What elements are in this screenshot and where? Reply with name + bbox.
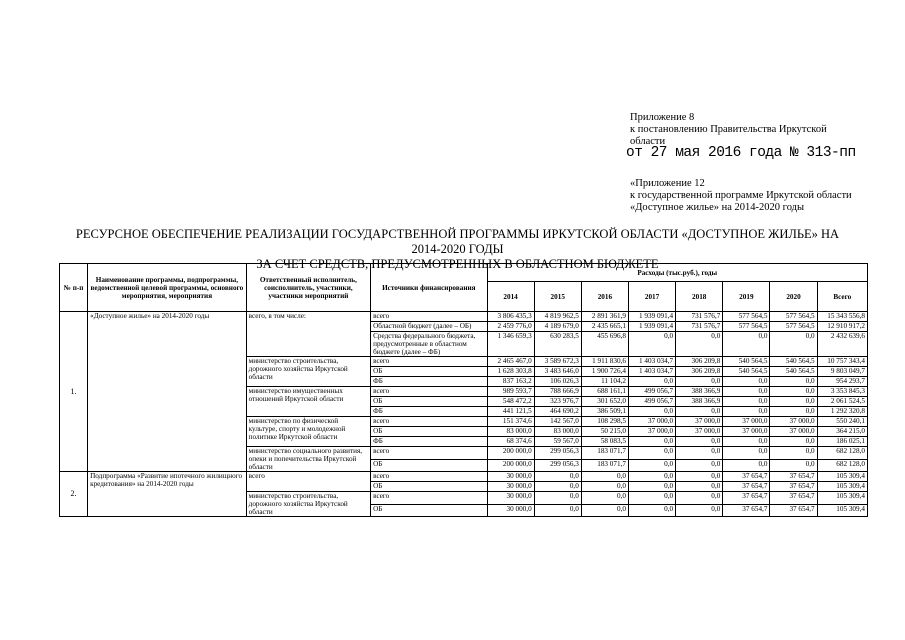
funding-source: ФБ	[371, 437, 487, 447]
expense-value: 0,0	[723, 332, 770, 357]
expense-value: 3 589 672,3	[534, 357, 581, 367]
expense-value: 0,0	[628, 504, 675, 517]
responsible-executor: министерство строительства, дорожного хозяйства Иркутской области	[246, 357, 370, 387]
expense-value: 464 690,2	[534, 407, 581, 417]
expense-value: 0,0	[581, 504, 628, 517]
expense-value: 1 346 659,3	[487, 332, 534, 357]
header-source: Источники финансирования	[371, 264, 487, 312]
expense-value: 30 000,0	[487, 504, 534, 517]
header-year: 2019	[723, 282, 770, 312]
expense-value: 11 104,2	[581, 377, 628, 387]
table-row	[60, 472, 868, 482]
expense-value: 0,0	[628, 407, 675, 417]
header-expenses: Расходы (тыс.руб.), годы	[487, 264, 868, 282]
expense-value: 837 163,2	[487, 377, 534, 387]
expense-value: 37 000,0	[770, 417, 817, 427]
expense-value: 4 819 962,5	[534, 312, 581, 322]
expense-value: 441 121,5	[487, 407, 534, 417]
header-year: 2014	[487, 282, 534, 312]
expense-value: 731 576,7	[676, 322, 723, 332]
expense-value: 37 000,0	[770, 427, 817, 437]
expense-value: 0,0	[770, 332, 817, 357]
expense-value: 0,0	[628, 377, 675, 387]
expense-value: 0,0	[770, 377, 817, 387]
expense-value: 1 911 830,6	[581, 357, 628, 367]
expense-value: 0,0	[534, 492, 581, 505]
expense-value: 1 292 320,8	[817, 407, 867, 417]
expense-value: 0,0	[676, 377, 723, 387]
expense-value: 0,0	[581, 482, 628, 492]
expense-value: 0,0	[628, 482, 675, 492]
header-num: № п-п	[60, 264, 88, 312]
expense-value: 1 939 091,4	[628, 312, 675, 322]
expense-value: 3 806 435,3	[487, 312, 534, 322]
expense-value: 37 000,0	[723, 417, 770, 427]
appendix-12-line1: «Приложение 12	[630, 178, 705, 189]
expense-value: 50 215,0	[581, 427, 628, 437]
funding-source: ОБ	[371, 427, 487, 437]
expense-value: 105 309,4	[817, 492, 867, 505]
responsible-executor: министерство по физической культуре, спорту и молодежной политике Иркутской области	[246, 417, 370, 447]
funding-source: всего	[371, 472, 487, 482]
expense-value: 0,0	[676, 459, 723, 472]
expense-value: 105 309,4	[817, 472, 867, 482]
header-total: Всего	[817, 282, 867, 312]
expense-value: 0,0	[581, 472, 628, 482]
expense-value: 37 000,0	[676, 427, 723, 437]
expense-value: 1 403 034,7	[628, 367, 675, 377]
expense-value: 30 000,0	[487, 492, 534, 505]
expense-value: 151 374,6	[487, 417, 534, 427]
expense-value: 83 000,0	[534, 427, 581, 437]
expense-value: 9 803 049,7	[817, 367, 867, 377]
funding-source: ФБ	[371, 377, 487, 387]
expense-value: 183 071,7	[581, 447, 628, 460]
expense-value: 306 209,8	[676, 357, 723, 367]
responsible-executor: всего	[246, 472, 370, 492]
funding-source: всего	[371, 357, 487, 367]
expense-value: 37 654,7	[723, 482, 770, 492]
appendix-12-line3: «Доступное жилье» на 2014-2020 годы	[630, 202, 805, 213]
expense-value: 0,0	[676, 447, 723, 460]
expense-value: 0,0	[770, 407, 817, 417]
expense-value: 0,0	[676, 332, 723, 357]
expense-value: 37 654,7	[770, 472, 817, 482]
funding-source: всего	[371, 492, 487, 505]
expense-value: 105 309,4	[817, 504, 867, 517]
funding-source: всего	[371, 312, 487, 322]
expense-value: 0,0	[628, 459, 675, 472]
expense-value: 200 000,0	[487, 459, 534, 472]
appendix-8-block	[630, 112, 827, 148]
expense-value: 0,0	[723, 437, 770, 447]
funding-source: Областной бюджет (далее – ОБ)	[371, 322, 487, 332]
expense-value: 105 309,4	[817, 482, 867, 492]
expense-value: 0,0	[770, 447, 817, 460]
resource-table	[59, 263, 868, 517]
expense-value: 455 696,8	[581, 332, 628, 357]
header-year: 2017	[628, 282, 675, 312]
expense-value: 37 654,7	[770, 504, 817, 517]
expense-value: 1 403 034,7	[628, 357, 675, 367]
responsible-executor: министерство социального развития, опеки и попечительства Иркутской области	[246, 447, 370, 472]
expense-value: 0,0	[676, 482, 723, 492]
expense-value: 1 628 303,8	[487, 367, 534, 377]
expense-value: 0,0	[770, 397, 817, 407]
expense-value: 37 654,7	[723, 504, 770, 517]
title-line2: ЗА СЧЕТ СРЕДСТВ, ПРЕДУСМОТРЕННЫХ В ОБЛАСТНОМ БЮДЖЕТЕ	[256, 257, 659, 271]
program-name: «Доступное жилье» на 2014-2020 годы	[88, 312, 247, 472]
expense-value: 37 654,7	[770, 492, 817, 505]
expense-value: 1 900 726,4	[581, 367, 628, 377]
expense-value: 0,0	[676, 472, 723, 482]
funding-source: всего	[371, 387, 487, 397]
expense-value: 183 071,7	[581, 459, 628, 472]
expense-value: 0,0	[676, 407, 723, 417]
expense-value: 1 939 091,4	[628, 322, 675, 332]
expense-value: 0,0	[723, 407, 770, 417]
expense-value: 68 374,6	[487, 437, 534, 447]
expense-value: 499 056,7	[628, 387, 675, 397]
expense-value: 30 000,0	[487, 472, 534, 482]
funding-source: всего	[371, 417, 487, 427]
expense-value: 37 000,0	[676, 417, 723, 427]
expense-value: 59 567,0	[534, 437, 581, 447]
expense-value: 731 576,7	[676, 312, 723, 322]
expense-value: 989 593,7	[487, 387, 534, 397]
expense-value: 2 435 665,1	[581, 322, 628, 332]
expense-value: 788 666,9	[534, 387, 581, 397]
expense-value: 0,0	[676, 437, 723, 447]
expense-value: 200 000,0	[487, 447, 534, 460]
expense-value: 323 976,7	[534, 397, 581, 407]
expense-value: 2 891 361,9	[581, 312, 628, 322]
expense-value: 0,0	[723, 377, 770, 387]
expense-value: 954 293,7	[817, 377, 867, 387]
expense-value: 106 026,3	[534, 377, 581, 387]
funding-source: ФБ	[371, 407, 487, 417]
funding-source: ОБ	[371, 367, 487, 377]
expense-value: 540 564,5	[770, 367, 817, 377]
expense-value: 0,0	[534, 504, 581, 517]
expense-value: 0,0	[628, 437, 675, 447]
expense-value: 682 128,0	[817, 459, 867, 472]
expense-value: 37 000,0	[628, 427, 675, 437]
expense-value: 0,0	[534, 482, 581, 492]
expense-value: 299 056,3	[534, 459, 581, 472]
header-year: 2016	[581, 282, 628, 312]
expense-value: 0,0	[770, 459, 817, 472]
expense-value: 12 910 917,2	[817, 322, 867, 332]
funding-source: Средства федерального бюджета, предусмотренные в областном бюджете (далее – ФБ)	[371, 332, 487, 357]
expense-value: 577 564,5	[770, 312, 817, 322]
program-name: Подпрограмма «Развитие ипотечного жилищного кредитования» на 2014-2020 годы	[88, 472, 247, 517]
expense-value: 0,0	[723, 447, 770, 460]
expense-value: 540 564,5	[723, 367, 770, 377]
expense-value: 0,0	[628, 492, 675, 505]
funding-source: ОБ	[371, 504, 487, 517]
expense-value: 0,0	[723, 387, 770, 397]
header-name: Наименование программы, подпрограммы, ведомственной целевой программы, основного мероприятия, мероприятия	[88, 264, 247, 312]
expense-value: 0,0	[770, 437, 817, 447]
expense-value: 37 000,0	[628, 417, 675, 427]
responsible-executor: всего, в том числе:	[246, 312, 370, 357]
expense-value: 15 343 556,8	[817, 312, 867, 322]
expense-value: 577 564,5	[770, 322, 817, 332]
expense-value: 0,0	[628, 447, 675, 460]
expense-value: 688 161,1	[581, 387, 628, 397]
expense-value: 388 366,9	[676, 397, 723, 407]
expense-value: 0,0	[534, 472, 581, 482]
expense-value: 540 564,5	[723, 357, 770, 367]
appendix-8-line1: Приложение 8	[630, 112, 695, 123]
expense-value: 386 509,1	[581, 407, 628, 417]
row-number: 1.	[60, 312, 88, 472]
title-line1: РЕСУРСНОЕ ОБЕСПЕЧЕНИЕ РЕАЛИЗАЦИИ ГОСУДАРСТВЕННОЙ ПРОГРАММЫ ИРКУТСКОЙ ОБЛАСТИ «ДОСТУПНОЕ ЖИЛЬЕ» НА 2014-2020 ГОДЫ	[75, 227, 840, 256]
expense-value: 4 189 679,0	[534, 322, 581, 332]
appendix-12-block	[630, 178, 852, 214]
appendix-8-line3: области	[630, 136, 666, 147]
expense-value: 142 567,0	[534, 417, 581, 427]
expense-value: 0,0	[676, 492, 723, 505]
appendix-8-line2: к постановлению Правительства Иркутской	[630, 124, 827, 135]
expense-value: 630 283,5	[534, 332, 581, 357]
expense-value: 577 564,5	[723, 312, 770, 322]
responsible-executor: министерство имущественных отношений Иркутской области	[246, 387, 370, 417]
date-stamp: от 27 мая 2016 года № 313-пп	[626, 145, 856, 161]
expense-value: 540 564,5	[770, 357, 817, 367]
expense-value: 37 654,7	[723, 492, 770, 505]
expense-value: 301 652,0	[581, 397, 628, 407]
expense-value: 577 564,5	[723, 322, 770, 332]
expense-value: 2 061 524,5	[817, 397, 867, 407]
expense-value: 388 366,9	[676, 387, 723, 397]
expense-value: 2 459 776,0	[487, 322, 534, 332]
expense-value: 0,0	[723, 397, 770, 407]
expense-value: 83 000,0	[487, 427, 534, 437]
funding-source: всего	[371, 447, 487, 460]
responsible-executor: министерство строительства, дорожного хозяйства Иркутской области	[246, 492, 370, 517]
expense-value: 186 025,1	[817, 437, 867, 447]
expense-value: 306 209,8	[676, 367, 723, 377]
appendix-12-line2: к государственной программе Иркутской области	[630, 190, 852, 201]
expense-value: 499 056,7	[628, 397, 675, 407]
expense-value: 58 083,5	[581, 437, 628, 447]
expense-value: 37 000,0	[723, 427, 770, 437]
header-year: 2020	[770, 282, 817, 312]
expense-value: 0,0	[581, 492, 628, 505]
expense-value: 37 654,7	[723, 472, 770, 482]
expense-value: 0,0	[723, 459, 770, 472]
table-body	[60, 312, 868, 517]
expense-value: 30 000,0	[487, 482, 534, 492]
header-year: 2018	[676, 282, 723, 312]
row-number: 2.	[60, 472, 88, 517]
expense-value: 2 432 639,6	[817, 332, 867, 357]
funding-source: ОБ	[371, 482, 487, 492]
expense-value: 108 298,5	[581, 417, 628, 427]
expense-value: 3 353 845,3	[817, 387, 867, 397]
header-year: 2015	[534, 282, 581, 312]
expense-value: 0,0	[628, 472, 675, 482]
expense-value: 3 483 646,0	[534, 367, 581, 377]
funding-source: ОБ	[371, 397, 487, 407]
expense-value: 364 215,0	[817, 427, 867, 437]
expense-value: 550 240,1	[817, 417, 867, 427]
funding-source: ОБ	[371, 459, 487, 472]
expense-value: 37 654,7	[770, 482, 817, 492]
expense-value: 548 472,2	[487, 397, 534, 407]
expense-value: 299 056,3	[534, 447, 581, 460]
expense-value: 10 757 343,4	[817, 357, 867, 367]
expense-value: 0,0	[628, 332, 675, 357]
expense-value: 2 465 467,0	[487, 357, 534, 367]
header-responsible: Ответственный исполнитель, соисполнитель, участники, участники мероприятий	[246, 264, 370, 312]
expense-value: 682 128,0	[817, 447, 867, 460]
expense-value: 0,0	[676, 504, 723, 517]
table-row	[60, 312, 868, 322]
expense-value: 0,0	[770, 387, 817, 397]
